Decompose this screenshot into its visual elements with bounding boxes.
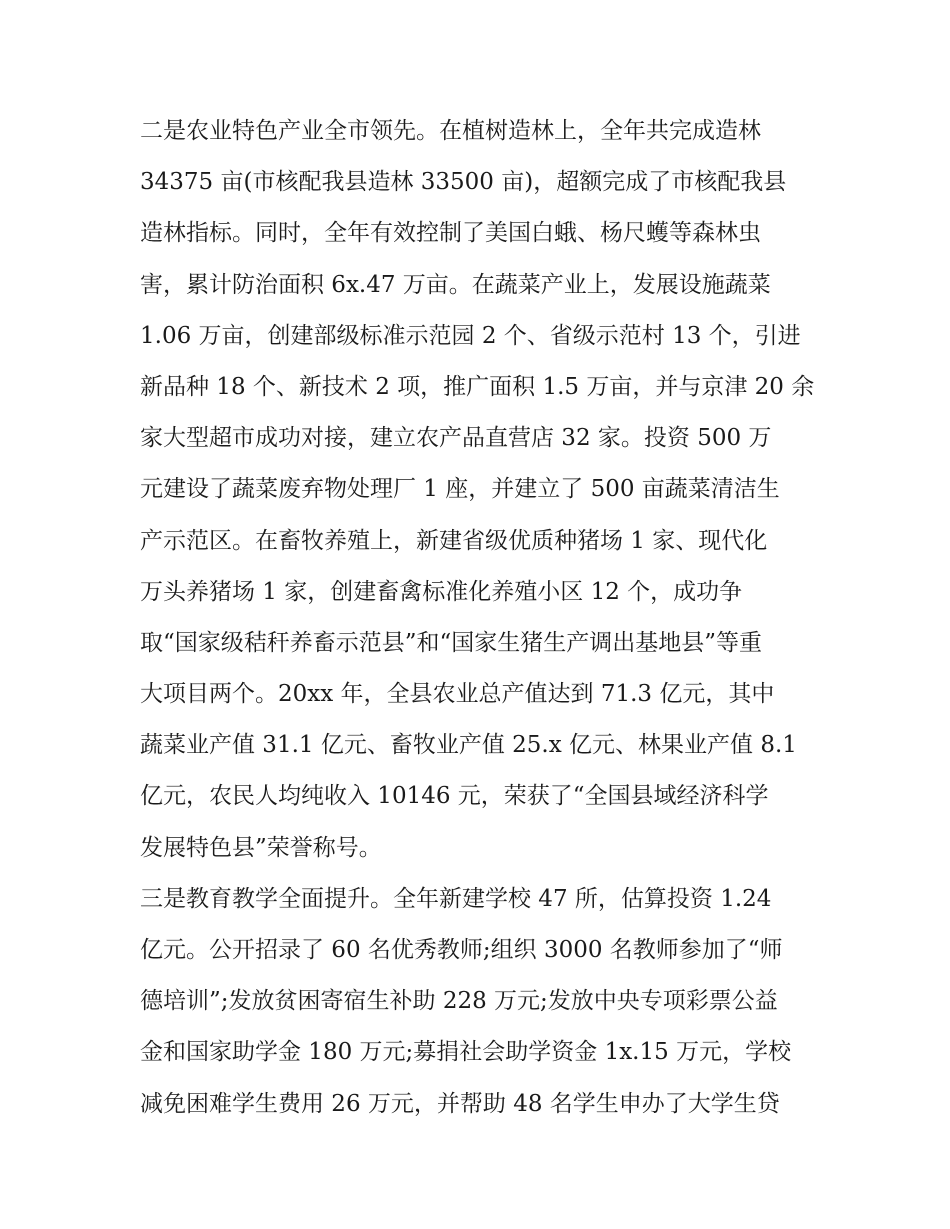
text-line: 1.06 万亩，创建部级标准示范园 2 个、省级示范村 13 个，引进 — [140, 322, 801, 349]
text-line: 34375 亩(市核配我县造林 33500 亩)，超额完成了市核配我县 — [140, 169, 787, 196]
text-line: 亿元。公开招录了 60 名优秀教师;组织 3000 名教师参加了“师 — [140, 937, 783, 963]
text-line: 二是农业特色产业全市领先。在植树造林上，全年共完成造林 — [140, 118, 761, 144]
text-line: 蔬菜业产值 31.1 亿元、畜牧业产值 25.x 亿元、林果业产值 8.1 — [140, 732, 797, 759]
text-line: 三是教育教学全面提升。全年新建学校 47 所，估算投资 1.24 — [140, 885, 772, 912]
text-line: 元建设了蔬菜废弃物处理厂 1 座，并建立了 500 亩蔬菜清洁生 — [140, 476, 780, 503]
text-line: 金和国家助学金 180 万元;募捐社会助学资金 1x.15 万元，学校 — [140, 1039, 792, 1066]
text-line: 万头养猪场 1 家，创建畜禽标准化养殖小区 12 个，成功争 — [140, 578, 743, 605]
text-line: 害，累计防治面积 6x.47 万亩。在蔬菜产业上，发展设施蔬菜 — [140, 271, 771, 298]
text-line: 取“国家级秸秆养畜示范县”和“国家生猪生产调出基地县”等重 — [140, 629, 763, 656]
text-line: 亿元，农民人均纯收入 10146 元，荣获了“全国县域经济科学 — [140, 783, 769, 810]
text-line: 发展特色县”荣誉称号。 — [140, 834, 382, 861]
text-line: 产示范区。在畜牧养殖上，新建省级优质种猪场 1 家、现代化 — [140, 527, 768, 554]
body-text — [140, 106, 820, 1130]
text-line: 造林指标。同时，全年有效控制了美国白蛾、杨尺蠖等森林虫 — [140, 220, 761, 247]
text-line: 减免困难学生费用 26 万元，并帮助 48 名学生申办了大学生贷 — [140, 1090, 780, 1117]
text-line: 大项目两个。20xx 年，全县农业总产值达到 71.3 亿元，其中 — [140, 681, 775, 708]
text-line: 家大型超市成功对接，建立农产品直营店 32 家。投资 500 万 — [140, 425, 772, 452]
text-line: 德培训”;发放贫困寄宿生补助 228 万元;发放中央专项彩票公益 — [140, 988, 778, 1015]
text-line: 新品种 18 个、新技术 2 项，推广面积 1.5 万亩，并与京津 20 余 — [140, 373, 815, 400]
